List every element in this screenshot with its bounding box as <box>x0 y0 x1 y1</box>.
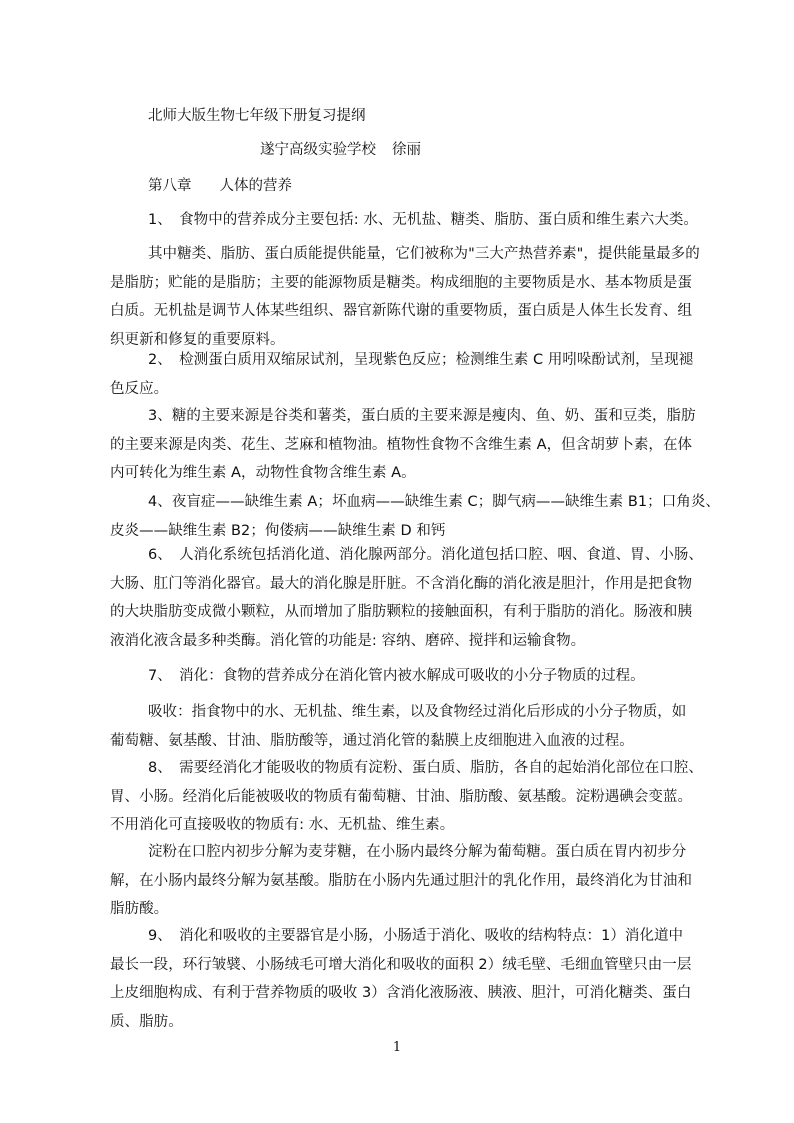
page-number: 1 <box>392 1040 402 1055</box>
paragraph <box>110 754 703 840</box>
paragraph-line: 不用消化可直接吸收的物质有: 水、无机盐、维生素。 <box>110 817 455 833</box>
paragraph <box>110 488 720 545</box>
paragraph-line: 葡萄糖、氨基酸、甘油、脂肪酸等，通过消化管的黏膜上皮细胞进入血液的过程。 <box>110 732 634 749</box>
school-name: 遂宁高级实验学校 <box>260 142 376 158</box>
paragraph-line: 2、 检测蛋白质用双缩尿试剂，呈现紫色反应；检测维生素 C 用吲哚酚试剂，呈现褪 <box>148 352 694 368</box>
paragraph-line: 3、糖的主要来源是谷类和薯类，蛋白质的主要来源是瘦肉、鱼、奶、蛋和豆类，脂肪 <box>148 408 696 424</box>
paragraph-line: 胃、小肠。经消化后能被吸收的物质有葡萄糖、甘油、脂肪酸、氨基酸。淀粉遇碘会变蓝。 <box>110 788 692 805</box>
paragraph-line: 6、 人消化系统包括消化道、消化腺两部分。消化道包括口腔、咽、食道、胃、小肠、 <box>148 547 703 563</box>
document-title: 北师大版生物七年级下册复习提纲 <box>148 108 366 124</box>
paragraph-line: 吸收：指食物中的水、无机盐、维生素，以及食物经过消化后形成的小分子物质，如 <box>148 704 687 720</box>
paragraph <box>110 698 690 755</box>
paragraph-line: 其中糖类、脂肪、蛋白质能提供能量，它们被称为"三大产热营养素"，提供能量最多的 <box>148 246 700 262</box>
paragraph <box>110 922 690 1036</box>
paragraph-line: 7、 消化：食物的营养成分在消化管内被水解成可吸收的小分子物质的过程。 <box>148 668 645 684</box>
paragraph-line: 是脂肪；贮能的是脂肪；主要的能源物质是糖类。构成细胞的主要物质是水、基本物质是蛋 <box>110 274 692 291</box>
paragraph <box>110 541 703 655</box>
paragraph-line: 液消化液含最多种类酶。消化管的功能是: 容纳、磨碎、搅拌和运输食物。 <box>110 632 586 649</box>
paragraph-line: 的主要来源是肉类、花生、芝麻和植物油。植物性食物不含维生素 A，但含胡萝卜素，在体 <box>110 436 693 453</box>
paragraph <box>110 206 698 235</box>
paragraph-line: 质、脂肪。 <box>110 1013 183 1030</box>
paragraph-line: 白质。无机盐是调节人体某些组织、器官新陈代谢的重要物质，蛋白质是人体生长发育、组 <box>110 303 692 319</box>
paragraph <box>110 346 694 403</box>
paragraph-line: 解，在小肠内最终分解为氨基酸。脂肪在小肠内先通过胆汁的乳化作用，最终消化为甘油和 <box>110 872 692 889</box>
paragraph <box>110 662 690 691</box>
paragraph-line: 9、 消化和吸收的主要器官是小肠，小肠适于消化、吸收的结构特点：1）消化道中 <box>148 928 684 944</box>
paragraph-line: 8、 需要经消化才能吸收的物质有淀粉、蛋白质、脂肪，各自的起始消化部位在口腔、 <box>148 760 703 776</box>
author-name: 徐丽 <box>392 142 421 158</box>
paragraph-line: 皮炎——缺维生素 B2；佝偻病——缺维生素 D 和钙 <box>110 522 446 539</box>
paragraph-line: 色反应。 <box>110 380 169 397</box>
paragraph-line: 淀粉在口腔内初步分解为麦芽糖，在小肠内最终分解为葡萄糖。蛋白质在胃内初步分 <box>148 844 687 860</box>
paragraph-line: 的大块脂肪变成微小颗粒，从而增加了脂肪颗粒的接触面积，有利于脂肪的消化。肠液和胰 <box>110 604 692 620</box>
chapter-number: 第八章 <box>148 178 192 194</box>
paragraph-line: 大肠、肛门等消化器官。最大的消化腺是肝脏。不含消化酶的消化液是胆汁，作用是把食物 <box>110 575 692 592</box>
paragraph <box>110 240 700 354</box>
paragraph-line: 脂肪酸。 <box>110 901 169 917</box>
chapter-heading <box>148 174 292 195</box>
paragraph-line: 织更新和修复的重要原料。 <box>110 331 285 348</box>
paragraph-line: 内可转化为维生素 A，动物性食物含维生素 A。 <box>110 465 416 481</box>
paragraph-line: 4、夜盲症——缺维生素 A；坏血病——缺维生素 C；脚气病——缺维生素 B1；口角炎、 <box>148 494 720 510</box>
chapter-title: 人体的营养 <box>219 178 292 194</box>
paragraph <box>110 838 690 924</box>
paragraph-line: 上皮细胞构成、有利于营养物质的吸收 3）含消化液肠液、胰液、胆汁，可消化糖类、蛋白 <box>110 985 692 1001</box>
author-line <box>260 138 437 159</box>
paragraph <box>110 402 696 488</box>
paragraph-line: 1、 食物中的营养成分主要包括: 水、无机盐、糖类、脂肪、蛋白质和维生素六大类。 <box>148 212 698 228</box>
paragraph-line: 最长一段，环行皱襞、小肠绒毛可增大消化和吸收的面积 2）绒毛壁、毛细血管壁只由一层 <box>110 956 692 973</box>
